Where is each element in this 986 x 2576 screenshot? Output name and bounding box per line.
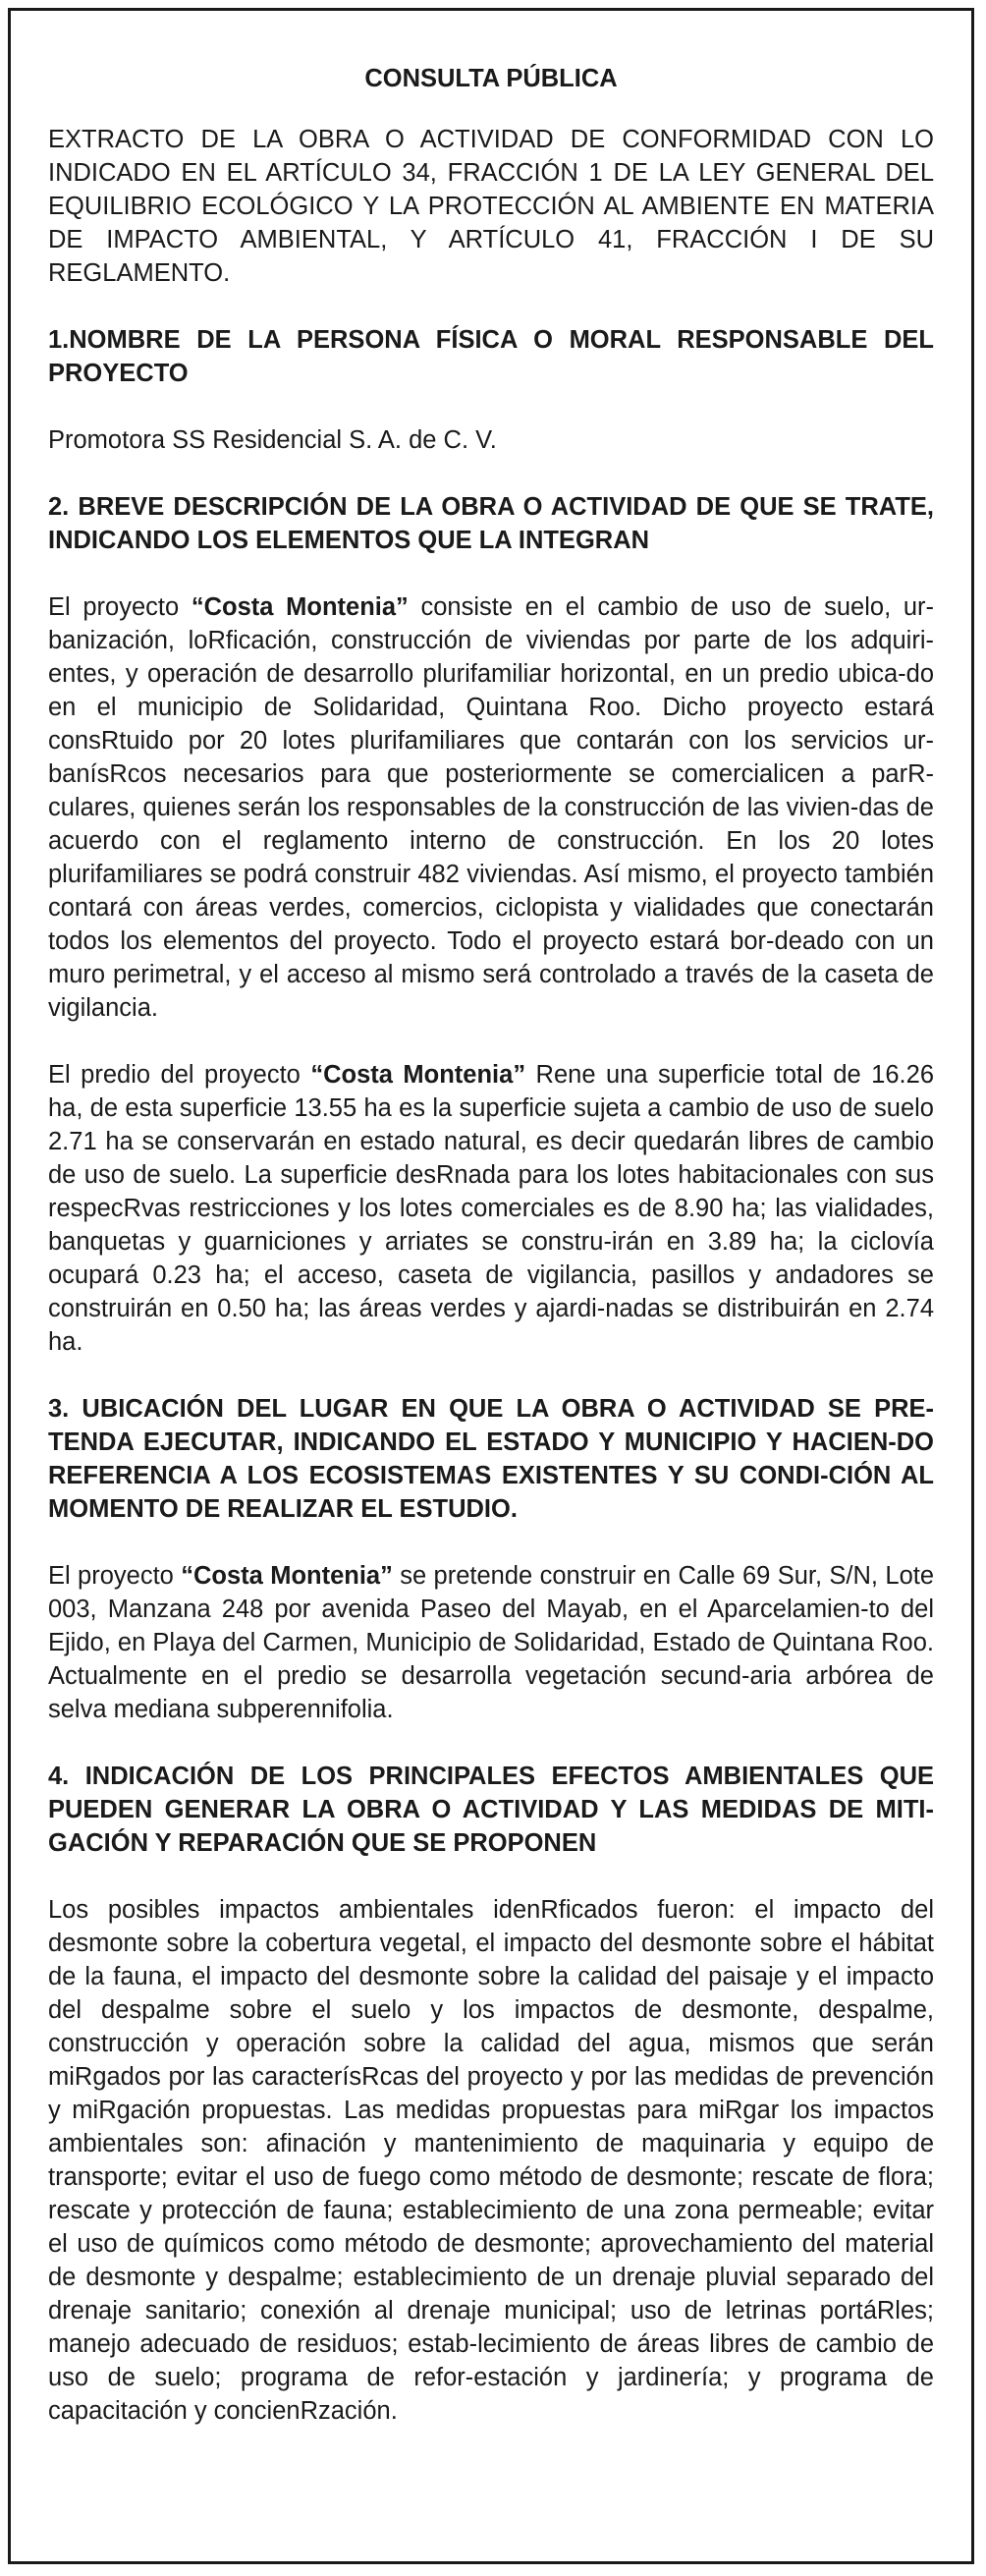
section-paragraph-description-2 (48, 1058, 934, 1359)
notice-intro: EXTRACTO DE LA OBRA O ACTIVIDAD DE CONFORMIDAD CON LO INDICADO EN EL ARTÍCULO 34, FRACCIÓN 1 DE LA LEY GENERAL DEL EQUILIBRIO ECOLÓGICO Y LA PROTECCIÓN AL AMBIENTE EN MATERIA DE IMPACTO AMBIENTAL, Y ARTÍCULO 41, FRACCIÓN I DE SU REGLAMENTO. (48, 126, 934, 287)
section-paragraph-location (48, 1559, 934, 1726)
paragraph-text: Los posibles impactos ambientales idenRficados fueron: el impacto del desmonte sobre la cobertura vegetal, el impacto del desmonte sobre el hábitat de la fauna, el impacto del desmonte sobre la calidad del paisaje y el impacto del despalme sobre el suelo y los impactos de desmonte, despalme, construcción y operación sobre la calidad del agua, mismos que serán miRgados por las caracterísRcas del proyecto y por las medidas de prevención y miRgación propuestas. Las medidas propuestas para miRgar los impactos ambientales son: afinación y mantenimiento de maquinaria y equipo de transporte; evitar el uso de fuego como método de desmonte; rescate de flora; rescate y protección de fauna; establecimiento de una zona permeable; evitar el uso de químicos como método de desmonte; aprovechamiento del material de desmonte y despalme; establecimiento de un drenaje pluvial separado del drenaje sanitario; conexión al drenaje municipal; uso de letrinas portáRles; manejo adecuado de residuos; estab-lecimiento de áreas libres de cambio de uso de suelo; programa de refor-estación y jardinería; y programa de capacitación y concienRzación. (48, 1896, 934, 2425)
section-heading-effects: 4. INDICACIÓN DE LOS PRINCIPALES EFECTOS AMBIENTALES QUE PUEDEN GENERAR LA OBRA O ACTIVIDAD Y LAS MEDIDAS DE MITI-GACIÓN Y REPARACIÓN QUE SE PROPONEN (48, 1763, 934, 1857)
project-name-bold: “Costa Montenia” (191, 593, 409, 621)
section-heading-description: 2. BREVE DESCRIPCIÓN DE LA OBRA O ACTIVIDAD DE QUE SE TRATE, INDICANDO LOS ELEMENTOS QUE LA INTEGRAN (48, 493, 934, 554)
project-name-bold: “Costa Montenia” (310, 1061, 526, 1089)
paragraph-text: El proyecto (48, 1562, 182, 1590)
notice-title: CONSULTA PÚBLICA (364, 65, 618, 92)
section-paragraph-effects (48, 1893, 934, 2428)
public-consultation-notice (8, 8, 974, 2564)
paragraph-text: El proyecto (48, 593, 192, 621)
paragraph-text: Promotora SS Residencial S. A. de C. V. (48, 426, 497, 454)
paragraph-text-continued: consiste en el cambio de uso de suelo, ur-banización, loRficación, construcción de viviendas por parte de los adquiri-entes, y operación de desarrollo plurifamiliar horizontal, en un predio ubica-do en el municipio de Solidaridad, Quintana Roo. Dicho proyecto estará consRtuido por 20 lotes plurifamiliares que contarán con los servicios ur-banísRcos necesarios para que posteriormente se comercialicen a parR-culares, quienes serán los responsables de la construcción de las vivien-das de acuerdo con el reglamento interno de construcción. En los 20 lotes plurifamiliares se podrá construir 482 viviendas. Así mismo, el proyecto también contará con áreas verdes, comercios, ciclopista y vialidades que conectarán todos los elementos del proyecto. Todo el proyecto estará bor-deado con un muro perimetral, y el acceso al mismo será controlado a través de la caseta de vigilancia. (48, 593, 935, 1022)
section-heading-location: 3. UBICACIÓN DEL LUGAR EN QUE LA OBRA O ACTIVIDAD SE PRE-TENDA EJECUTAR, INDICANDO EL ESTADO Y MUNICIPIO Y HACIEN-DO REFERENCIA A LOS ECOSISTEMAS EXISTENTES Y SU CONDI-CIÓN AL MOMENTO DE REALIZAR EL ESTUDIO. (48, 1395, 934, 1523)
section-paragraph-description-1 (48, 590, 934, 1025)
paragraph-text-continued: Rene una superficie total de 16.26 ha, de esta superficie 13.55 ha es la superficie sujeta a cambio de uso de suelo 2.71 ha se conservarán en estado natural, es decir quedarán libres de cambio de uso de suelo. La superficie desRnada para los lotes habitacionales con sus respecRvas restricciones y los lotes comerciales es de 8.90 ha; las vialidades, banquetas y guarniciones y arriates se constru-irán en 3.89 ha; la ciclovía ocupará 0.23 ha; el acceso, caseta de vigilancia, pasillos y andadores se construirán en 0.50 ha; las áreas verdes y ajardi-nadas se distribuirán en 2.74 ha. (48, 1061, 934, 1356)
project-name-bold: “Costa Montenia” (181, 1562, 393, 1590)
section-paragraph-responsible (48, 423, 934, 457)
paragraph-text: El predio del proyecto (48, 1061, 311, 1089)
section-heading-responsible: 1.NOMBRE DE LA PERSONA FÍSICA O MORAL RESPONSABLE DEL PROYECTO (48, 326, 934, 387)
paragraph-text-continued: se pretende construir en Calle 69 Sur, S/N, Lote 003, Manzana 248 por avenida Paseo del Mayab, en el Aparcelamien-to del Ejido, en Playa del Carmen, Municipio de Solidaridad, Estado de Quintana Roo. Actualmente en el predio se desarrolla vegetación secund-aria arbórea de selva mediana subperennifolia. (48, 1562, 935, 1723)
